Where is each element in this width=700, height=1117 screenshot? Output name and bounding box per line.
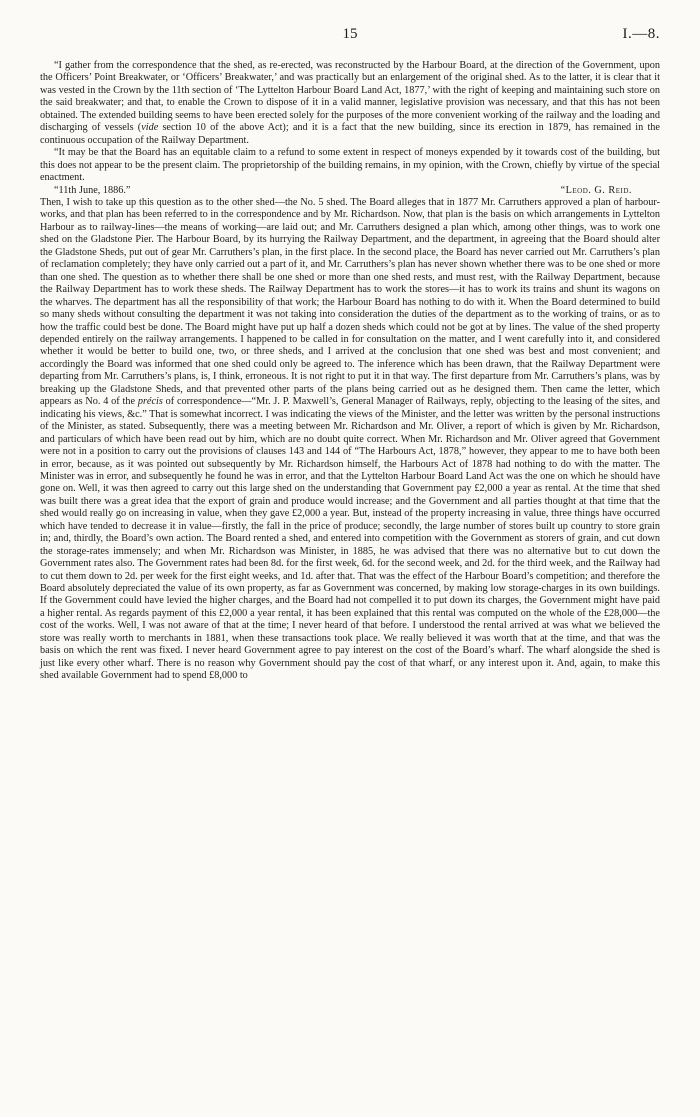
quote-signoff xyxy=(40,185,660,197)
document-body xyxy=(40,60,660,683)
quote-paragraph-1-text: “I gather from the correspondence that the shed, as re-erected, was reconstructed by the Harbour Board, at the direction of the Government, upon the Officers’ Point Breakwater, or ‘Officers’ Breakwater,’ and was practically but an enlargement of the original shed. As to the latter, it is clear that it was vested in the Crown by the 11th section of ‘The Lyttelton Harbour Board Land Act, 1877,’ with the right of keeping and maintaining such store on the said breakwater; and that, to enable the Crown to dispose of it in a valid manner, legislative provision was necessary, and that this has not been obtained. The extended building seems to have been erected solely for the purposes of the more convenient working of the railway and the loading and discharging of vessels ( xyxy=(40,60,660,134)
quote-author: “Leod. G. Reid. xyxy=(560,184,632,196)
precis-term: précis xyxy=(137,396,163,408)
vide-term: vide xyxy=(141,122,159,134)
quote-paragraph-1-tail: section 10 of the above Act); and it is a fact that the new building, since its erection in 1879, has remained in the continuous occupation of the Railway Department. xyxy=(40,122,660,146)
quote-date: “11th June, 1886.” xyxy=(54,184,131,196)
main-paragraph-head: Then, I wish to take up this question as to the other shed—the No. 5 shed. The Board alleges that in 1877 Mr. Carruthers approved a plan of harbour-works, and that plan has been referred to in the correspondence and by Mr. Richardson. Now, that plan is the basis on which arrangements in Lyttelton Harbour as to railway-lines—the means of working—are laid out; and Mr. Carruthers designed a plan which, among other things, was to work one shed on the Gladstone Pier. The Harbour Board, by its hurrying the Railway Department, and the department, in agreeing that the Board should alter the Gladstone Sheds, put out of gear Mr. Carruthers’s plan, in the first place. In the second place, the Board has never carried out Mr. Carruthers’s plan of reclamation completely; they have only carried out a part of it, and Mr. Carruthers’s plan has never shown whether there was to be one shed or more than one shed. The question as to whether there shall be one shed or more than one shed rests, and must rest, with the Railway Department, because the Railway Department has to work these sheds. The Railway Department has to work the stores—it has to work its trains and shunt its wagons on the wharves. The department has all the responsibility of that work; the Harbour Board has nothing to do with it. When the Board determined to build so many sheds without consulting the department it was not taking into consideration the duties of the department as to the working of trains, or as to how the traffic could best be done. The Board might have put up half a dozen sheds which could not be got at by lines. The value of the shed property depended entirely on the railway arrangements. I happened to be called in for consultation on the matter, and I went carefully into it, and considered whether it would be better to build one, two, or three sheds, and I arrived at the conclusion that one shed was best and most convenient; and accordingly the Board was informed that one shed could only be agreed to. The inference which has been drawn, that the Railway Department were departing from Mr. Carruthers’s plans, is, I think, erroneous. It is not right to put it in that way. The first departure from Mr. Carruthers’s plans, was by breaking up the Gladstone Sheds, and that prevented other parts of the plans being carried out as he designed them. Then came the letter, which appears as No. 4 of the xyxy=(40,196,660,408)
main-paragraph xyxy=(40,197,660,683)
main-paragraph-tail: of correspondence—“Mr. J. P. Maxwell’s, General Manager of Railways, reply, objecting to the leasing of the sites, and indicating his views, &c.” That is somewhat incorrect. I was indicating the views of the Minister, and the letter was written by the personal instructions of the Minister, as stated. Subsequently, there was a meeting between Mr. Richardson and Mr. Oliver, a report of which is given by Mr. Richardson, and particulars of which have been read out by him, which are no doubt quite correct. When Mr. Richardson and Mr. Oliver agreed that Government were not in a position to carry out the provisions of clauses 143 and 144 of “The Harbours Act, 1878,” however, they appear to me to have both been in error, because, as it was pointed out subsequently by Mr. Richardson himself, the Harbours Act of 1878 had nothing to do with the matter. The Minister was in error, and subsequently he found he was in error, and that the Lyttelton Harbour Board Land Act was the one on which he should have gone on. Well, it was then agreed to carry out this large shed on the understanding that Government pay £2,000 a year as rental. At the time that shed was built there was a great idea that the export of grain and produce would increase; and the Government and all parties thought at that time that the shed would really go on increasing in value, when they gave £2,000 a year. But, instead of the property increasing in value, three things have occurred which have tended to decrease it in value—firstly, the fall in the price of produce; secondly, the large number of stores built up country to store grain in; and, thirdly, the Board’s own action. The Board rented a shed, and entered into competition with the Government as storers of grain, and cut down the storage-rates immensely; and when Mr. Richardson was Minister, in 1885, he was advised that there was no alternative but to cut down the Government rates also. The Government rates had been 8d. for the first week, 6d. for the second week, and 2d. for the third week, and the Railway had to cut them down to 2d. per week for the first eight weeks, and 1d. after that. That was the effect of the Harbour Board’s competition; and therefore the Board absolutely depreciated the value of its own property, as far as Government was concerned, by making low storage-charges in its own buildings. If the Government could have levied the higher charges, and the Board had not compelled it to put down its charges, the Government might have paid a higher rental. As regards payment of this £2,000 a year rental, it has been explained that this rental was computed on the whole of the £28,000—the cost of the works. Well, I was not aware of that at the time; I never heard of that before. I understood the rental arrived at was what we believed the store was really worth to merchants in 1881, when these transactions took place. We really believed it was worth that at the time, and that was the basis on which the rent was fixed. I never heard Government agree to pay interest on the cost of the Board’s wharf. The wharf alongside the shed is just like every other wharf. There is no reason why Government should pay the cost of that wharf, or any interest upon it. And, again, to make this shed available Government had to spend £8,000 to xyxy=(40,396,660,682)
page-reference: I.—8. xyxy=(622,26,660,42)
quote-paragraph-1 xyxy=(40,60,660,147)
quote-paragraph-2: “It may be that the Board has an equitable claim to a refund to some extent in respect of moneys expended by it towards cost of the building, but this does not appear to be the present claim. The proprietorship of the building remains, in my opinion, with the Crown, chiefly by virtue of the special enactment. xyxy=(40,147,660,184)
page-header xyxy=(40,26,660,50)
page-number: 15 xyxy=(342,26,358,42)
